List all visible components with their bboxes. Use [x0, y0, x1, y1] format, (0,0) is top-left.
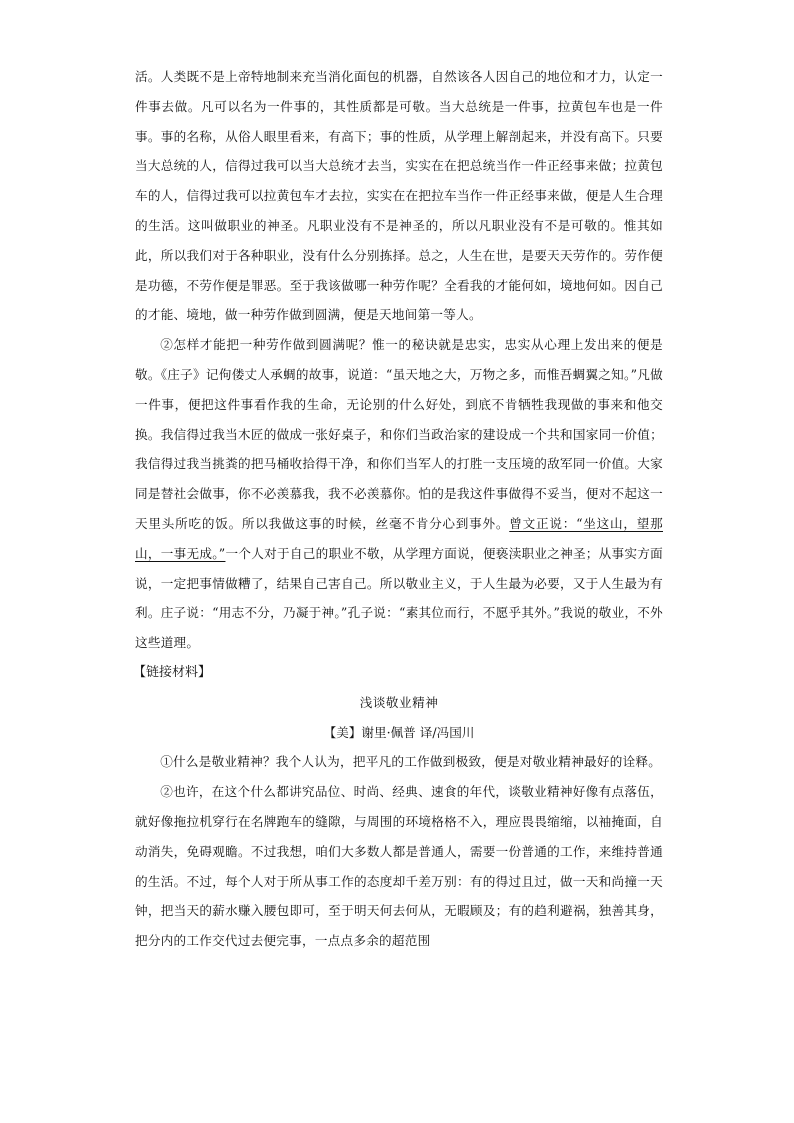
paragraph-2-underlined-quote: 曾文正说：“坐这山，望那山，一事无成。” — [135, 515, 663, 561]
paragraph-2-before: ②怎样才能把一种劳作做到圆满呢？惟一的秘诀就是忠实，忠实从心理上发出来的便是敬。《庄子》记佝偻丈人承蜩的故事，说道：“虽天地之大，万物之多，而惟吾蜩翼之知。”凡做一件事，便把这件事看作我的生命，无论别的什么好处，到底不肯牺牲我现做的事来和他交换。我信得过我当木匠的做成一张好桌子，和你们当政治家的建设成一个共和国家同一价值；我信得过我当挑粪的把马桶收拾得干净，和你们当军人的打胜一支压境的敌军同一价值。大家同是替社会做事，你不必羡慕我，我不必羡慕你。怕的是我这件事做得不妥当，便对不起这一天里头所吃的饭。所以我做这事的时候，丝毫不肯分心到事外。 — [135, 337, 663, 531]
paragraph-2-after: 一个人对于自己的职业不敬，从学理方面说，便亵渎职业之神圣；从事实方面说，一定把事情做糟了，结果自己害自己。所以敬业主义，于人生最为必要，又于人生最为有利。庄子说：“用志不分，乃凝于神。”孔子说：“素其位而行，不愿乎其外。”我说的敬业，不外这些道理。 — [135, 545, 663, 651]
document-page — [135, 62, 663, 956]
article-paragraph-1: ①什么是敬业精神？我个人认为，把平凡的工作做到极致，便是对敬业精神最好的诠释。 — [160, 754, 662, 770]
article-title: 浅谈敬业精神 — [359, 694, 439, 710]
paragraph-2 — [135, 330, 663, 658]
article-paragraph-2: ②也许，在这个什么都讲究品位、时尚、经典、速食的年代，谈敬业精神好像有点落伍，就好像拖拉机穿行在名牌跑车的缝隙，与周围的环境格格不入，理应畏畏缩缩，以袖掩面，自动消失，免碍观瞻。不过我想，咱们大多数人都是普通人，需要一份普通的工作，来维持普通的生活。不过，每个人对于所从事工作的态度却千差万别：有的得过且过，做一天和尚撞一天钟，把当天的薪水赚入腰包即可，至于明天何去何从，无暇顾及；有的趋利避祸，独善其身，把分内的工作交代过去便完事，一点点多余的超范围 — [135, 784, 663, 949]
article-author: 【美】谢里·佩普 译/冯国川 — [323, 724, 475, 740]
section-label-linked-material: 【链接材料】 — [133, 664, 212, 680]
paragraph-1-continuation: 活。人类既不是上帝特地制来充当消化面包的机器，自然该各人因自己的地位和才力，认定一件事去做。凡可以名为一件事的，其性质都是可敬。当大总统是一件事，拉黄包车也是一件事。事的名称，从俗人眼里看来，有高下；事的性质，从学理上解剖起来，并没有高下。只要当大总统的人，信得过我可以当大总统才去当，实实在在把总统当作一件正经事来做；拉黄包车的人，信得过我可以拉黄包车才去拉，实实在在把拉车当作一件正经事来做，便是人生合理的生活。这叫做职业的神圣。凡职业没有不是神圣的，所以凡职业没有不是可敬的。惟其如此，所以我们对于各种职业，没有什么分别拣择。总之，人生在世，是要天天劳作的。劳作便是功德，不劳作便是罪恶。至于我该做哪一种劳作呢？全看我的才能何如，境地何如。因自己的才能、境地，做一种劳作做到圆满，便是天地间第一等人。 — [135, 69, 663, 323]
